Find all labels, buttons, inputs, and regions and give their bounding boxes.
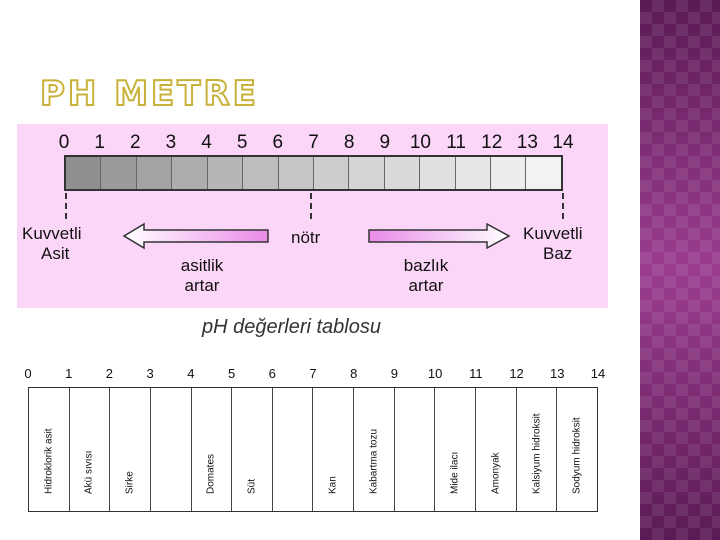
base-increase-line2: artar <box>408 276 444 295</box>
table-number: 9 <box>390 366 399 381</box>
scale-number: 13 <box>516 132 538 153</box>
table-cell <box>151 388 192 511</box>
strong-base-label-line1: Kuvvetli <box>523 224 583 243</box>
scale-number: 6 <box>272 132 284 153</box>
ph-scale-cell <box>526 157 560 189</box>
scale-number: 12 <box>481 132 503 153</box>
ph-scale-cell <box>279 157 314 189</box>
table-number: 14 <box>590 366 606 381</box>
strong-base-label-line2: Baz <box>543 244 573 263</box>
ph-scale-panel <box>17 124 608 308</box>
table-number: 11 <box>469 366 483 381</box>
table-cell-label: Sodyum hidroksit <box>571 417 583 494</box>
table-number: 13 <box>550 366 565 381</box>
base-arrow-icon <box>367 222 511 252</box>
ph-scale-cell <box>172 157 207 189</box>
table-number: 5 <box>227 366 236 381</box>
table-cell <box>110 388 151 511</box>
table-caption: pH değerleri tablosu <box>202 316 381 338</box>
table-cell <box>192 388 233 511</box>
table-number: 7 <box>309 366 317 381</box>
table-cell <box>354 388 395 511</box>
strong-base-label <box>523 224 583 264</box>
base-increase-label <box>396 256 456 296</box>
decorative-side-band <box>640 0 720 540</box>
scale-number: 10 <box>409 132 431 153</box>
scale-number: 14 <box>552 132 574 153</box>
table-cell <box>273 388 314 511</box>
ph-table-numbers <box>0 366 640 384</box>
table-cell <box>313 388 354 511</box>
ph-values-table <box>28 387 598 512</box>
table-cell <box>395 388 436 511</box>
ph-scale-cell <box>208 157 243 189</box>
table-number: 1 <box>65 366 73 381</box>
table-cell <box>29 388 70 511</box>
table-cell <box>435 388 476 511</box>
table-cell-label: Akü sıvısı <box>83 450 95 494</box>
table-cell-label: Kabartma tozu <box>368 428 380 494</box>
scale-number: 9 <box>379 132 391 153</box>
ph-scale-cell <box>314 157 349 189</box>
table-number: 4 <box>187 366 195 381</box>
ph-scale-cell <box>420 157 455 189</box>
scale-number: 5 <box>236 132 248 153</box>
ph-scale-cell <box>349 157 384 189</box>
strong-acid-label <box>22 224 82 264</box>
table-cell-label: Kan <box>327 476 339 494</box>
table-cell-label: Süt <box>246 478 258 494</box>
page-title: PH METRE <box>40 74 259 114</box>
scale-number: 2 <box>129 132 141 153</box>
ph-scale-cell <box>101 157 136 189</box>
table-cell <box>476 388 517 511</box>
table-number: 8 <box>350 366 358 381</box>
acid-increase-line1: asitlik <box>180 256 224 275</box>
table-number: 2 <box>105 366 114 381</box>
strong-acid-label-line2: Asit <box>41 244 70 263</box>
table-cell-label: Amonyak <box>490 452 502 494</box>
scale-number: 11 <box>446 132 466 153</box>
table-cell-label: Mide ilacı <box>449 451 461 494</box>
scale-number: 3 <box>165 132 177 153</box>
ph-scale-bar <box>64 155 563 191</box>
table-cell-label: Hidroklorik asit <box>43 428 55 494</box>
ph-scale-cell <box>491 157 526 189</box>
ph-scale-cell <box>456 157 491 189</box>
table-cell-label: Kalsiyum hidroksit <box>531 413 542 494</box>
ph-scale-cell <box>243 157 278 189</box>
acid-marker-line <box>65 193 67 219</box>
scale-number: 7 <box>308 132 319 153</box>
scale-number: 4 <box>201 132 212 153</box>
table-cell <box>70 388 111 511</box>
scale-number: 1 <box>94 132 105 153</box>
table-cell-label: Sirke <box>124 471 136 494</box>
table-cell <box>232 388 273 511</box>
ph-scale-cell <box>137 157 172 189</box>
table-cell-label: Domates <box>205 453 217 494</box>
scale-number: 8 <box>343 132 355 153</box>
acid-increase-label <box>172 256 232 296</box>
table-number: 0 <box>24 366 32 381</box>
neutral-label: nötr <box>291 228 321 247</box>
table-number: 6 <box>268 366 276 381</box>
table-cell <box>557 388 597 511</box>
base-increase-line1: bazlık <box>403 256 449 275</box>
acid-arrow-icon <box>122 222 272 252</box>
table-number: 12 <box>509 366 524 381</box>
ph-scale-cell <box>385 157 420 189</box>
neutral-marker-line <box>310 193 312 219</box>
strong-acid-label-line1: Kuvvetli <box>22 224 82 243</box>
table-number: 10 <box>427 366 443 381</box>
table-number: 3 <box>146 366 154 381</box>
table-cell <box>517 388 558 511</box>
acid-increase-line2: artar <box>184 276 220 295</box>
base-marker-line <box>562 193 564 219</box>
scale-number: 0 <box>58 132 70 153</box>
ph-scale-cell <box>66 157 101 189</box>
